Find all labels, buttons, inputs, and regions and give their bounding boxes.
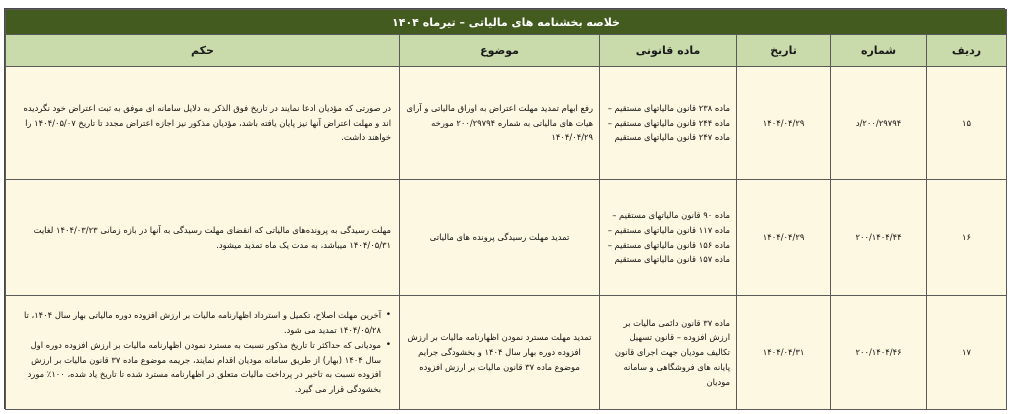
cell-number: ۲۰۰/۱۴۰۴/۴۶	[831, 296, 927, 410]
cell-ruling	[6, 296, 400, 410]
tax-circulars-table	[5, 9, 1007, 410]
cell-subject: تمدید مهلت مسترد نمودن اظهارنامه مالیات بر ارزش افزوده دوره بهار سال ۱۴۰۴ و بخشودگی جرایم موضوع ماده ۳۷ قانون مالیات بر ارزش افزوده	[400, 296, 600, 410]
ruling-bullet-list	[14, 308, 391, 396]
cell-legal-article: ماده ۳۷ قانون دائمی مالیات بر ارزش افزوده – قانون تسهیل تکالیف مودیان جهت اجرای قانون پایانه های فروشگاهی و سامانه مودیان	[600, 296, 737, 410]
table-row	[6, 296, 1007, 410]
cell-number: ۲۰۰/۲۹۷۹۴/د	[831, 67, 927, 180]
cell-number: ۲۰۰/۱۴۰۴/۴۴	[831, 180, 927, 296]
table-title-row	[6, 10, 1007, 35]
cell-row-no: ۱۷	[927, 296, 1007, 410]
header-date: تاریخ	[737, 35, 831, 67]
cell-ruling: در صورتی که مؤدیان ادعا نمایند در تاریخ فوق الذکر به دلایل سامانه ای موفق به ثبت اعتراض خود نگردیده اند و مهلت اعتراض آنها نیز پایان یافته باشد، مؤدیان مذکور نیز اجازه اعتراض مجدد تا تاریخ ۱۴۰۴/۰۵/۰۷ را خواهند داشت.	[6, 67, 400, 180]
table-header-row	[6, 35, 1007, 67]
cell-date: ۱۴۰۴/۰۴/۲۹	[737, 180, 831, 296]
table-row	[6, 180, 1007, 296]
cell-date: ۱۴۰۴/۰۴/۳۱	[737, 296, 831, 410]
table-title: خلاصه بخشنامه های مالیاتی – تیرماه ۱۴۰۴	[6, 10, 1007, 35]
cell-date: ۱۴۰۴/۰۴/۲۹	[737, 67, 831, 180]
header-subject: موضوع	[400, 35, 600, 67]
cell-row-no: ۱۵	[927, 67, 1007, 180]
cell-subject: رفع ابهام تمدید مهلت اعتراض به اوراق مالیاتی و آرای هیات های مالیاتی به شماره ۲۰۰/۲۹۷۹۴ مورخه ۱۴۰۴/۰۴/۲۹	[400, 67, 600, 180]
ruling-bullet-item: • آخرین مهلت اصلاح، تکمیل و استرداد اظهارنامه مالیات بر ارزش افزوده دوره مالیاتی بهار سال ۱۴۰۴، تا ۱۴۰۴/۰۵/۲۸ تمدید می شود.	[14, 308, 391, 337]
header-number: شماره	[831, 35, 927, 67]
header-ruling: حکم	[6, 35, 400, 67]
header-legal-article: ماده قانونی	[600, 35, 737, 67]
cell-legal-article: ماده ۲۳۸ قانون مالیاتهای مستقیم – ماده ۲۴۴ قانون مالیاتهای مستقیم – ماده ۲۴۷ قانون مالیاتهای مستقیم	[600, 67, 737, 180]
cell-subject: تمدید مهلت رسیدگی پرونده های مالیاتی	[400, 180, 600, 296]
cell-ruling: مهلت رسیدگی به پرونده‌های مالیاتی که انقضای مهلت رسیدگی به آنها در بازه زمانی ۱۴۰۴/۰۳/۲۳ لغایت ۱۴۰۴/۰۵/۳۱ میباشد، به مدت یک ماه تمدید میشود.	[6, 180, 400, 296]
cell-row-no: ۱۶	[927, 180, 1007, 296]
ruling-bullet-item: • مودیانی که حداکثر تا تاریخ مذکور نسبت به مسترد نمودن اظهارنامه مالیات بر ارزش افزوده دوره اول سال ۱۴۰۴ (بهار) از طریق سامانه مودیان اقدام نمایند، جریمه موضوع ماده ۳۷ قانون مالیات بر ارزش افزوده نسبت به تاخیر در پرداخت مالیات متعلق در اظهارنامه مسترد شده تا تاریخ یاد شده، ۱۰۰٪ مورد بخشودگی قرار می گیرد.	[14, 338, 391, 397]
table-row	[6, 67, 1007, 180]
header-row-no: ردیف	[927, 35, 1007, 67]
tax-circulars-table-frame	[4, 8, 1005, 409]
cell-legal-article: ماده ۹۰ قانون مالیاتهای مستقیم – ماده ۱۱۷ قانون مالیاتهای مستقیم – ماده ۱۵۶ قانون مالیاتهای مستقیم – ماده ۱۵۷ قانون مالیاتهای مستقیم	[600, 180, 737, 296]
